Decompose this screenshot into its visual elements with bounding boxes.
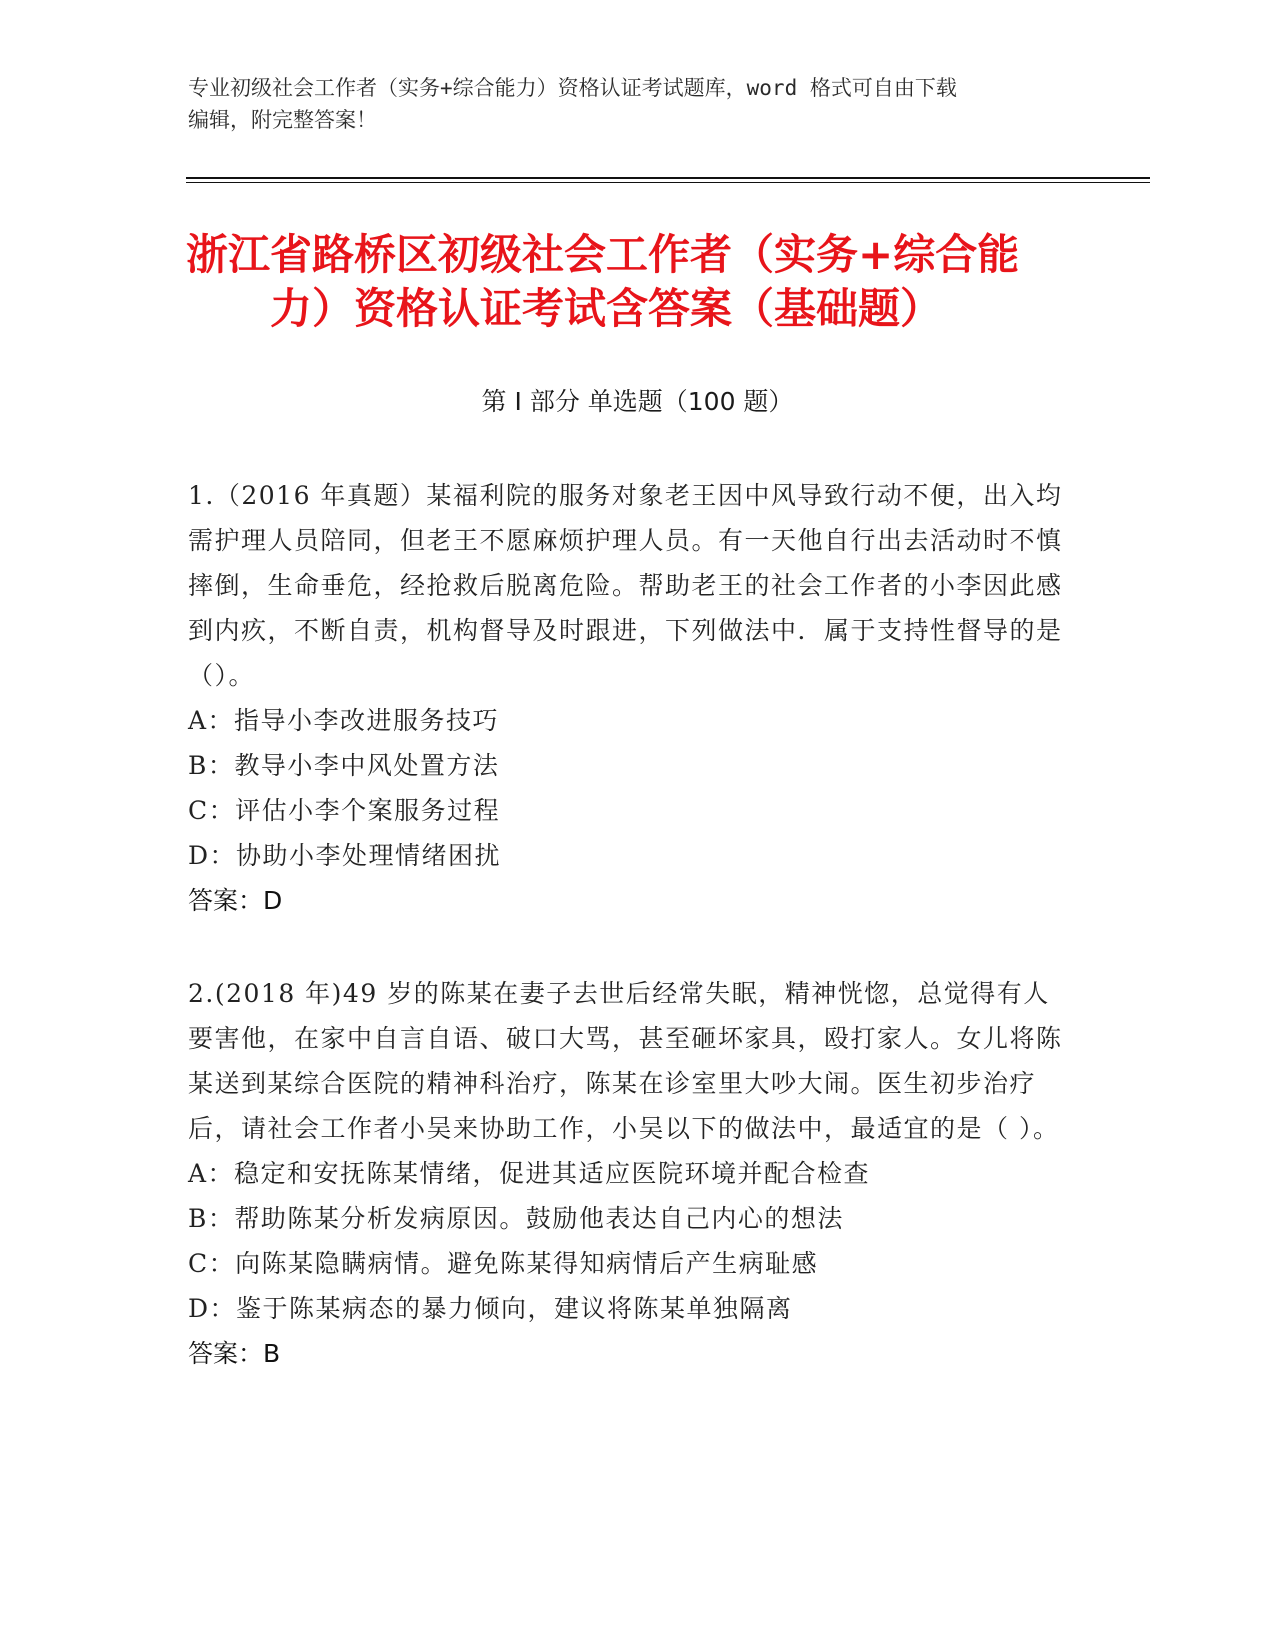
question-2 — [188, 971, 1068, 1376]
document-title — [186, 228, 1086, 336]
question-2-option-b: B：帮助陈某分析发病原因。鼓励他表达自己内心的想法 — [188, 1204, 844, 1233]
header-divider-thick — [186, 177, 1150, 179]
document-header-note — [188, 72, 1088, 136]
question-2-stem: 2.(2018 年)49 岁的陈某在妻子去世后经常失眠，精神恍惚，总觉得有人要害他，在家中自言自语、破口大骂，甚至砸坏家具，殴打家人。女儿将陈某送到某综合医院的精神科治疗，陈某在诊室里大吵大闹。医生初步治疗后，请社会工作者小吴来协助工作，小吴以下的做法中，最适宜的是（ ）。 — [188, 979, 1063, 1143]
section-heading: 第 I 部分 单选题（100 题） — [481, 387, 794, 416]
question-1-option-d: D：协助小李处理情绪困扰 — [188, 841, 502, 870]
question-1-option-b: B：教导小李中风处置方法 — [188, 751, 500, 780]
header-note-line-2: 编辑，附完整答案！ — [188, 108, 377, 132]
question-2-option-d: D：鉴于陈某病态的暴力倾向，建议将陈某单独隔离 — [188, 1294, 793, 1323]
header-divider-thin — [186, 182, 1150, 183]
question-1-option-c: C：评估小李个案服务过程 — [188, 796, 501, 825]
header-note-line-1: 专业初级社会工作者（实务+综合能力）资格认证考试题库，word 格式可自由下载 — [188, 76, 957, 100]
question-2-answer: 答案：B — [188, 1339, 281, 1368]
document-title-line-2: 力）资格认证考试含答案（基础题） — [270, 284, 943, 333]
question-1-stem: 1.（2016 年真题）某福利院的服务对象老王因中风导致行动不便，出入均需护理人员陪同，但老王不愿麻烦护理人员。有一天他自行出去活动时不慎摔倒，生命垂危，经抢救后脱离危险。帮助老王的社会工作者的小李因此感到内疚，不断自责，机构督导及时跟进，下列做法中．属于支持性督导的是（）。 — [188, 481, 1063, 690]
question-2-option-a: A：稳定和安抚陈某情绪，促进其适应医院环境并配合检查 — [188, 1159, 871, 1188]
document-title-line-1: 浙江省路桥区初级社会工作者（实务+综合能 — [186, 230, 1020, 279]
question-1 — [188, 473, 1068, 923]
question-1-answer: 答案：D — [188, 886, 283, 915]
question-1-option-a: A：指导小李改进服务技巧 — [188, 706, 500, 735]
question-2-option-c: C：向陈某隐瞒病情。避免陈某得知病情后产生病耻感 — [188, 1249, 819, 1278]
